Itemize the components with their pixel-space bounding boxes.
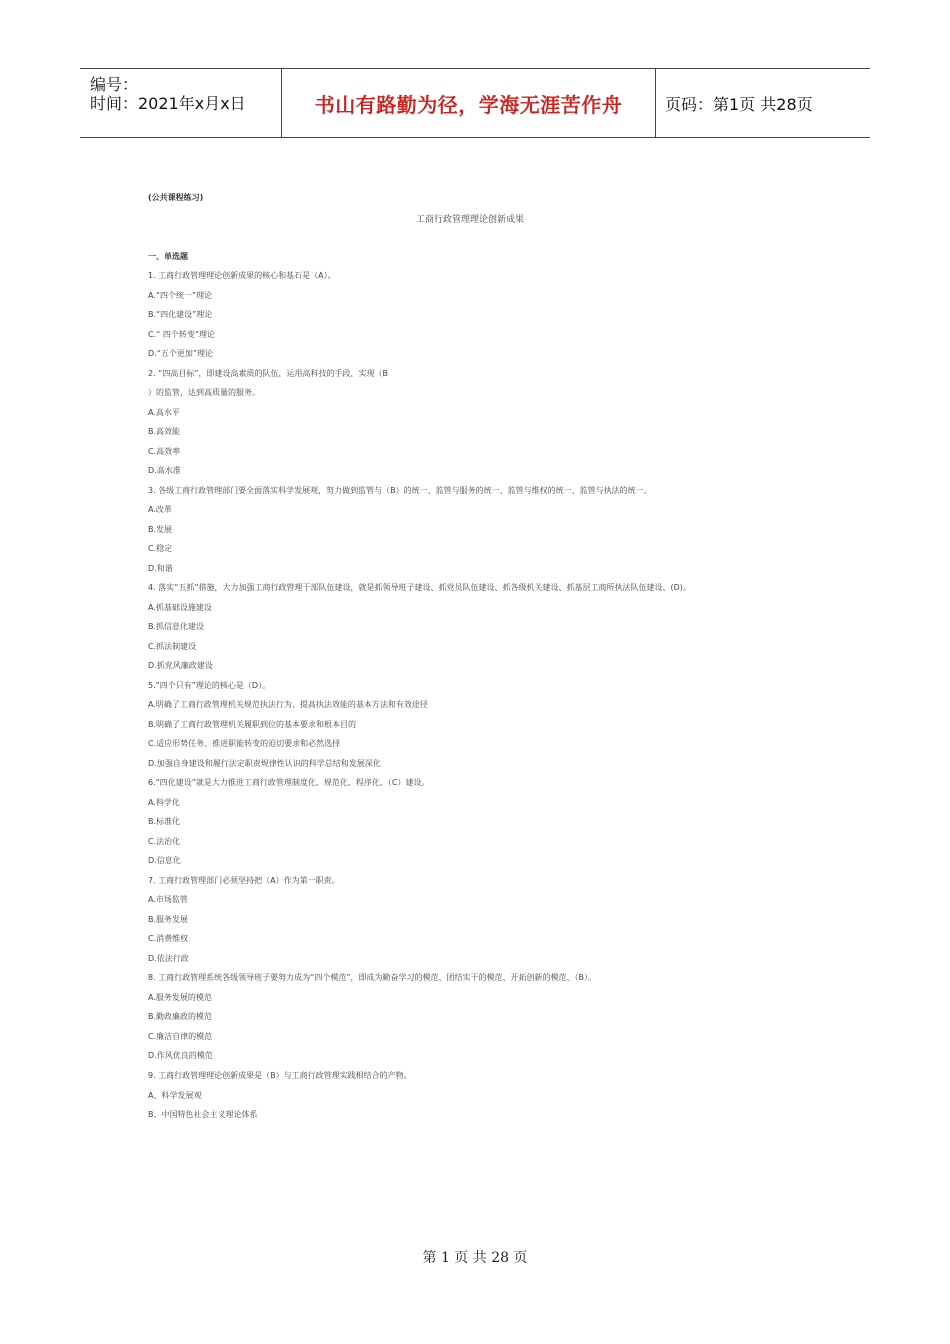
option-line: A.高水平 — [148, 408, 180, 417]
option-line: A、科学发展观 — [148, 1091, 202, 1100]
option-line: C.高效率 — [148, 447, 181, 456]
option-line: A.“四个统一”理论 — [148, 291, 213, 300]
course-category: (公共课程练习) — [148, 193, 204, 202]
document-time-label: 时间：2021年x月x日 — [90, 94, 246, 113]
option-line: C.稳定 — [148, 544, 173, 553]
option-line: B.标准化 — [148, 817, 181, 826]
option-line: D.加强自身建设和履行法定职责规律性认识的科学总结和发展深化 — [148, 759, 381, 768]
option-line: B.“四化建设”理论 — [148, 310, 213, 319]
option-line: A.明确了工商行政管理机关规范执法行为、提高执法效能的基本方法和有效途径 — [148, 700, 428, 709]
question-line: 7. 工商行政管理部门必须坚持把（A）作为第一职责。 — [148, 876, 340, 885]
question-line: 9. 工商行政管理理论创新成果是（B）与工商行政管理实践相结合的产物。 — [148, 1071, 412, 1080]
document-title: 工商行政管理理论创新成果 — [416, 215, 525, 225]
option-line: C.廉洁自律的模范 — [148, 1032, 213, 1041]
option-line: B.抓信息化建设 — [148, 622, 205, 631]
header-page-cell — [655, 69, 870, 137]
option-line: A.改革 — [148, 505, 172, 514]
question-line: 5.“四个只有”理论的核心是（D）。 — [148, 681, 271, 690]
header-motto: 书山有路勤为径，学海无涯苦作舟 — [314, 92, 623, 117]
option-line: C.抓法制建设 — [148, 642, 197, 651]
option-line-truncated: B、中国特色社会主义理论体系 — [148, 1110, 258, 1118]
section-heading: 一、单选题 — [148, 252, 188, 261]
header-page-info: 页码：第1页 共28页 — [665, 94, 813, 114]
option-line: D.作风优良的模范 — [148, 1051, 213, 1060]
page-header — [80, 68, 870, 138]
option-line: B.明确了工商行政管理机关履职到位的基本要求和根本目的 — [148, 720, 357, 729]
option-line: D.“五个更加”理论 — [148, 349, 213, 358]
option-line: B.服务发展 — [148, 915, 189, 924]
header-meta-cell — [80, 69, 281, 137]
question-line: 3. 各级工商行政管理部门要全面落实科学发展观，努力做到监管与（B）的统一、监管与服务的统一、监管与维权的统一、监管与执法的统一。 — [148, 486, 652, 495]
page-footer: 第 1 页 共 28 页 — [422, 1250, 528, 1266]
question-line: 6.“四化建设”就是大力推进工商行政管理制度化、规范化、程序化、（C）建设。 — [148, 778, 430, 787]
document-number-label: 编号： — [90, 75, 139, 94]
option-line: B.勤政廉政的模范 — [148, 1012, 213, 1021]
question-line: 8. 工商行政管理系统各级领导班子要努力成为“四个模范”，即成为勤奋学习的模范、团结实干的模范、开拓创新的模范、（B）。 — [148, 973, 596, 982]
question-line: 4. 落实“五抓”措施，大力加强工商行政管理干部队伍建设，就是抓领导班子建设、抓党员队伍建设、抓各级机关建设、抓基层工商所执法队伍建设、(D)。 — [148, 583, 691, 592]
option-line: C.消费维权 — [148, 934, 189, 943]
option-line: A.科学化 — [148, 798, 180, 807]
option-line: C.法治化 — [148, 837, 181, 846]
option-line: C.“ 四个转变”理论 — [148, 330, 215, 339]
option-line: D.信息化 — [148, 856, 181, 865]
question-line: 1. 工商行政管理理论创新成果的核心和基石是（A）。 — [148, 271, 336, 280]
option-line: A.服务发展的模范 — [148, 993, 212, 1002]
option-line: B.发展 — [148, 525, 173, 534]
header-motto-cell — [281, 69, 656, 137]
option-line: A.抓基础设施建设 — [148, 603, 212, 612]
question-line: ）的监管，达到高质量的服务。 — [148, 388, 260, 397]
option-line: A.市场监管 — [148, 895, 188, 904]
option-line: D.高水准 — [148, 466, 181, 475]
option-line: D.依法行政 — [148, 954, 189, 963]
option-line: D.和谐 — [148, 564, 173, 573]
question-line: 2. “四高目标”，即建设高素质的队伍，运用高科技的手段，实现（B — [148, 369, 388, 378]
option-line: C.适应形势任务、推进职能转变的迫切要求和必然选择 — [148, 739, 341, 748]
option-line: B.高效能 — [148, 427, 181, 436]
option-line: D.抓党风廉政建设 — [148, 661, 213, 670]
